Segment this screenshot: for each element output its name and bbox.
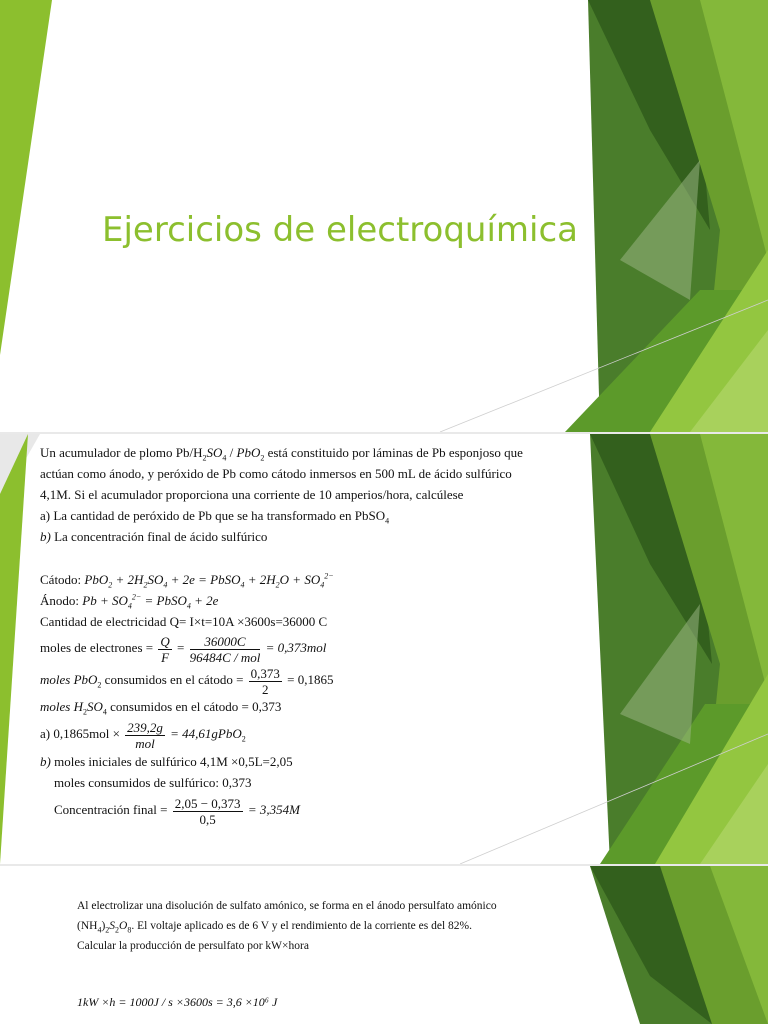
consumed-line: moles consumidos de sulfúrico: 0,373 <box>54 775 252 790</box>
fraction-pbo2: $\frac{0,373}{2}$ <box>250 665 280 697</box>
problem-2-line-1: Al electrolizar una disolución de sulfato amónico, se forma en el ánodo persulfato amónico <box>77 900 497 912</box>
fraction-concentration: $\frac{2,05 - 0,373}{0,5}$ <box>174 795 241 827</box>
problem-2-line-3: Calcular la producción de persulfato por kW×hora <box>77 940 309 952</box>
moles-h2so4-line: moles $H_2SO_4$ consumidos en el cátodo = 0,373 <box>40 699 282 717</box>
exercise-slide-1 <box>0 434 768 864</box>
anode-reaction: Ánodo: $Pb + SO_4^{2-}$ = PbSO$_4$ + 2e <box>40 592 219 611</box>
problem-line-2: actúan como ánodo, y peróxido de Pb como cátodo inmersos en 500 mL de ácido sulfúrico <box>40 466 512 481</box>
charge-line: Cantidad de electricidad Q= I×t=10A ×3600s=36000 C <box>40 614 328 629</box>
moles-pbo2-line: moles PbO$_2$ consumidos en el cátodo = $\frac{0,373}{2}$ = 0,1865 <box>40 665 334 697</box>
problem-line-3: 4,1M. Si el acumulador proporciona una corriente de 10 amperios/hora, calcúlese <box>40 487 464 502</box>
result-b-line: b) moles iniciales de sulfúrico 4,1M ×0,5L=2,05 <box>40 754 293 769</box>
question-a: a) La cantidad de peróxido de Pb que se ha transformado en PbSO$_4$ <box>40 508 390 526</box>
problem-2-line-2: $(NH_4)_2S_2O_8$. El voltaje aplicado es de 6 V y el rendimiento de la corriente es del 82%. <box>77 920 472 935</box>
fraction-charge: $\frac{36000C}{\text{96484C / mol}}$ <box>189 633 261 665</box>
problem-statement <box>40 442 523 547</box>
problem-line-1: Un acumulador de plomo $Pb/H_2SO_4 / PbO_2$ está constituido por láminas de Pb esponjoso que <box>40 445 523 463</box>
slide-title: Ejercicios de electroquímica <box>102 210 578 250</box>
result-a-line: a) 0,1865mol × $\frac{239,2g}{\text{mol}}$ = 44,61gPbO$_2$ <box>40 719 246 751</box>
title-slide <box>0 0 768 432</box>
energy-equation: 1kW ×h = 1000J / s ×3600s = 3,6 ×10⁶ J <box>77 995 278 1009</box>
solution <box>40 569 334 827</box>
moles-electrons-line: moles de electrones = $\frac{Q}{F}$ = $\frac{36000C}{\text{96484C / mol}}$ = 0,373mol <box>40 633 327 665</box>
final-concentration-line: Concentración final = $\frac{2,05 - 0,373}{0,5}$ = 3,354M <box>54 795 300 827</box>
cathode-reaction: Cátodo: $PbO_2 + 2H_2SO_4 + 2e$ = PbSO$_4$ + $2H_2O + SO_4^{2-}$ <box>40 571 334 590</box>
fraction-molar-mass: $\frac{239,2g}{\text{mol}}$ <box>127 719 163 751</box>
problem-2-statement <box>77 896 497 956</box>
exercise-slide-2 <box>0 866 768 1024</box>
question-b: b) La concentración final de ácido sulfúrico <box>40 529 268 544</box>
fraction-q-f: $\frac{Q}{F}$ <box>160 633 170 665</box>
